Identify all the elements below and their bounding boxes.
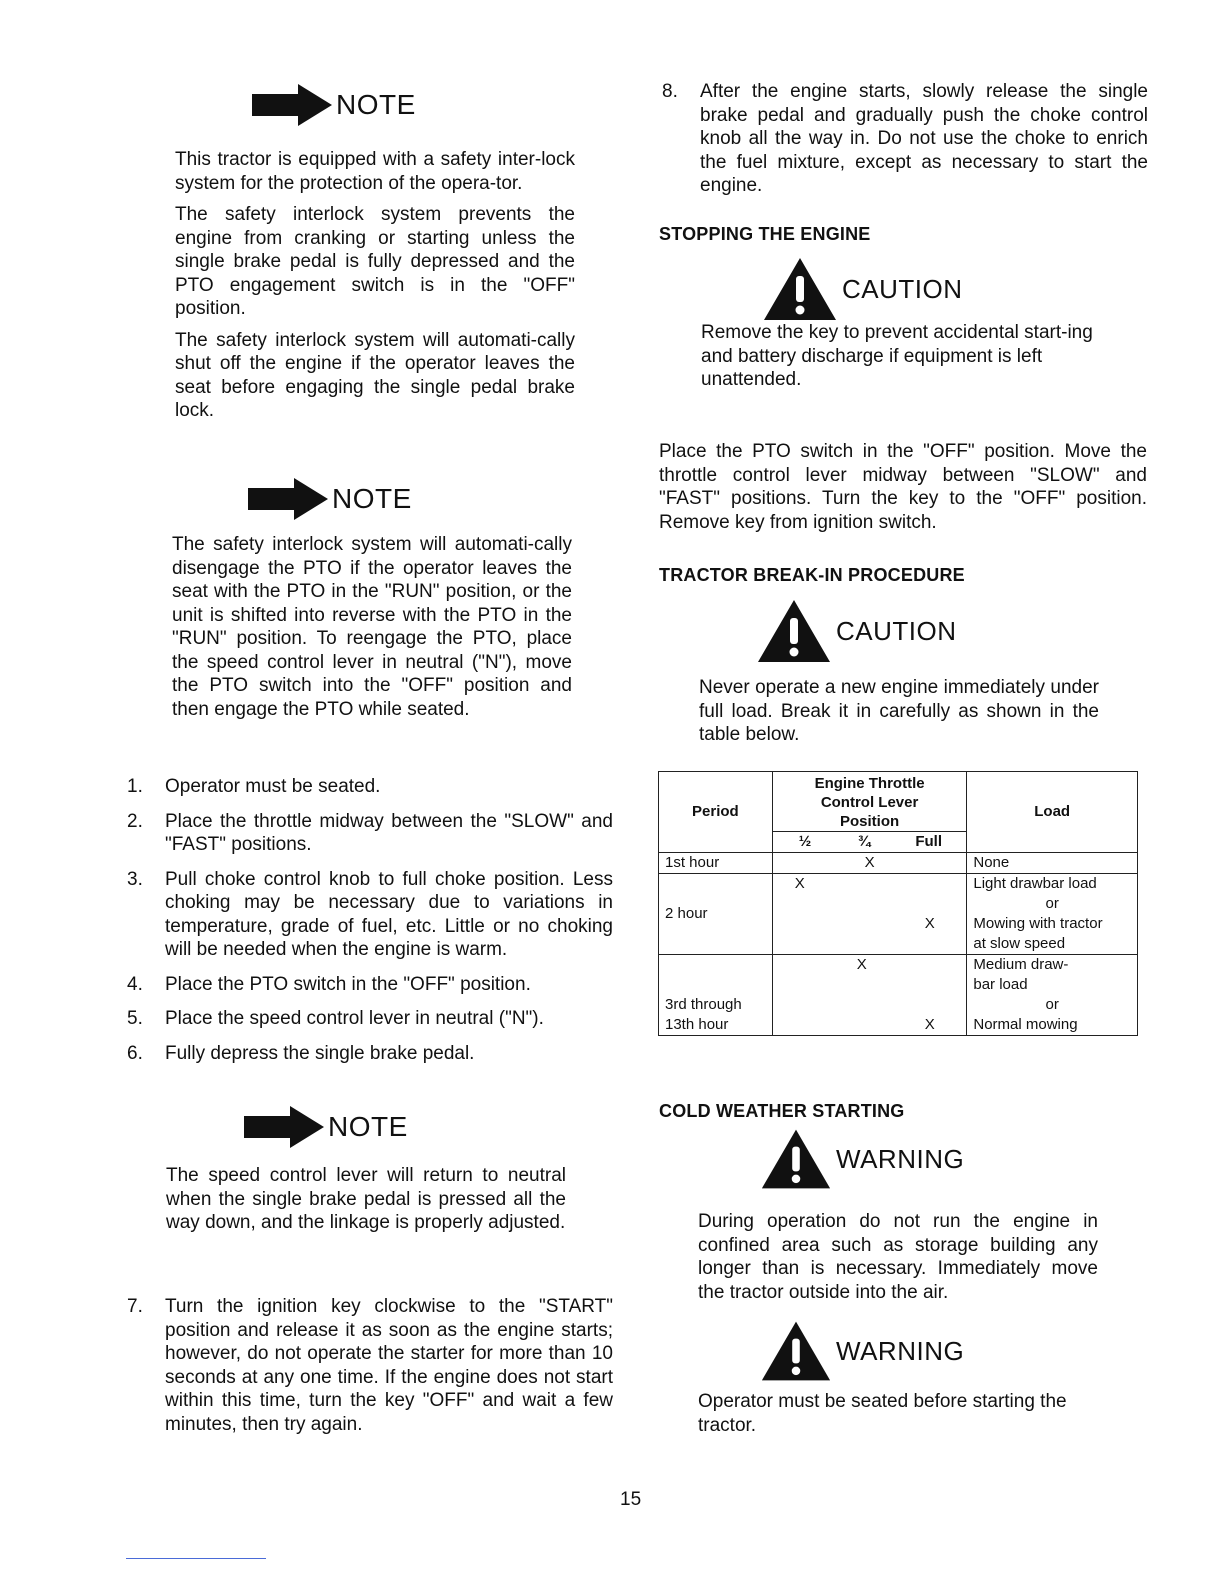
table-row xyxy=(659,853,1138,874)
cell-position: X xyxy=(772,853,967,874)
note-1-paragraph: The safety interlock system will automati-cally shut off the engine if the operator leaves the seat before engaging the single pedal brake lock. xyxy=(175,329,575,421)
warning-text: Operator must be seated before starting the tractor. xyxy=(698,1391,1067,1436)
arrow-note-icon xyxy=(252,82,332,128)
note-2-body xyxy=(172,533,572,729)
cell-load: None xyxy=(967,853,1138,874)
header-three-quarter: ¾ xyxy=(837,832,891,853)
list-item: 3. Pull choke control knob to full choke position. Less choking may be necessary due to variations in temperature, grade of fuel, etc. Little or no choking will be needed when the engine is warm. xyxy=(127,868,613,960)
note-label: NOTE xyxy=(332,483,412,514)
warning-triangle-icon xyxy=(760,1126,832,1192)
list-item: 6. Fully depress the single brake pedal. xyxy=(127,1042,475,1064)
page-number: 15 xyxy=(620,1489,642,1510)
note-label: NOTE xyxy=(328,1111,408,1142)
arrow-note-icon xyxy=(248,476,328,522)
table-header-row xyxy=(659,772,1138,832)
header-full: Full xyxy=(891,832,967,853)
cell-load: Medium draw- bar load or Normal mowing xyxy=(967,955,1138,1036)
arrow-note-icon xyxy=(244,1104,324,1150)
caution-heading xyxy=(756,598,957,664)
warning-heading xyxy=(760,1126,964,1192)
stopping-body: Place the PTO switch in the "OFF" position. Move the throttle control lever midway between "SLOW" and "FAST" positions. Turn the key to the "OFF" position. Remove key from ignition switch. xyxy=(659,441,1147,533)
starting-steps xyxy=(127,775,613,1076)
cell-load: Light drawbar load or Mowing with tractor at slow speed xyxy=(967,874,1138,955)
caution-text: Remove the key to prevent accidental start-ing and battery discharge if equipment is left unattended. xyxy=(701,322,1093,390)
note-1-paragraph: This tractor is equipped with a safety inter-lock system for the protection of the opera-tor. xyxy=(175,149,575,194)
warning-heading xyxy=(760,1318,964,1384)
note-1-body xyxy=(175,148,575,431)
caution-text: Never operate a new engine immediately under full load. Break it in carefully as shown in the table below. xyxy=(699,677,1099,745)
header-half: ½ xyxy=(772,832,837,853)
note-label: NOTE xyxy=(336,89,416,120)
note-2-paragraph: The safety interlock system will automati-cally disengage the PTO if the operator leaves the seat with the PTO in the "RUN" position, or the unit is shifted into reverse with the PTO in the "RUN" position. To reengage the PTO, place the speed control lever in neutral ("N"), move the PTO switch into the "OFF" position and then engage the PTO while seated. xyxy=(172,534,572,720)
warning-label: WARNING xyxy=(836,1335,965,1366)
list-item: 2. Place the throttle midway between the "SLOW" and "FAST" positions. xyxy=(127,810,613,855)
note-3-body xyxy=(166,1164,566,1243)
cell-period: 1st hour xyxy=(659,853,773,874)
starting-step-8 xyxy=(662,80,1148,209)
list-item: 1. Operator must be seated. xyxy=(127,776,381,797)
warning-triangle-icon xyxy=(756,598,832,664)
caution-label: CAUTION xyxy=(842,273,963,304)
header-throttle: Engine Throttle Control Lever Position xyxy=(772,772,967,832)
list-item: 7. Turn the ignition key clockwise to the "START" position and release it as soon as the engine starts; however, do not operate the starter for more than 10 seconds at any one time. If the engine does not start within this time, turn the key "OFF" and wait a few minutes, then try again. xyxy=(127,1296,613,1435)
section-heading-breakin: TRACTOR BREAK-IN PROCEDURE xyxy=(659,565,965,585)
note-heading-3 xyxy=(244,1104,408,1150)
warning-triangle-icon xyxy=(762,256,838,322)
cell-period: 2 hour xyxy=(659,874,773,955)
note-heading-1 xyxy=(252,82,416,128)
warning-text: During operation do not run the engine in confined area such as storage building any longer than is necessary. Immediately move the tractor outside into the air. xyxy=(698,1211,1098,1303)
cell-position: X X xyxy=(772,955,967,1036)
note-heading-2 xyxy=(248,476,412,522)
caution-label: CAUTION xyxy=(836,615,957,646)
warning-label: WARNING xyxy=(836,1143,965,1174)
note-3-paragraph: The speed control lever will return to neutral when the single brake pedal is pressed all the way down, and the linkage is properly adjusted. xyxy=(166,1165,566,1233)
section-heading-cold: COLD WEATHER STARTING xyxy=(659,1101,905,1121)
footer-divider xyxy=(126,1558,266,1559)
table-row xyxy=(659,874,1138,955)
table-row xyxy=(659,955,1138,1036)
caution-heading xyxy=(762,256,963,322)
section-heading-stopping: STOPPING THE ENGINE xyxy=(659,224,871,244)
list-item: 5. Place the speed control lever in neutral ("N"). xyxy=(127,1008,544,1029)
header-period: Period xyxy=(659,772,773,853)
cell-position: X X xyxy=(772,874,967,955)
list-item: 8. After the engine starts, slowly release the single brake pedal and gradually push the choke control knob all the way in. Do not use the choke to enrich the fuel mixture, except as necessary to start the engine. xyxy=(662,81,1148,196)
starting-step-7 xyxy=(127,1295,613,1447)
cell-period: 3rd through 13th hour xyxy=(659,955,773,1036)
note-1-paragraph: The safety interlock system prevents the engine from cranking or starting unless the single brake pedal is fully depressed and the PTO engagement switch is in the "OFF" position. xyxy=(175,204,575,319)
breakin-table xyxy=(658,771,1138,1036)
header-load: Load xyxy=(967,772,1138,853)
list-item: 4. Place the PTO switch in the "OFF" position. xyxy=(127,973,531,995)
warning-triangle-icon xyxy=(760,1318,832,1384)
